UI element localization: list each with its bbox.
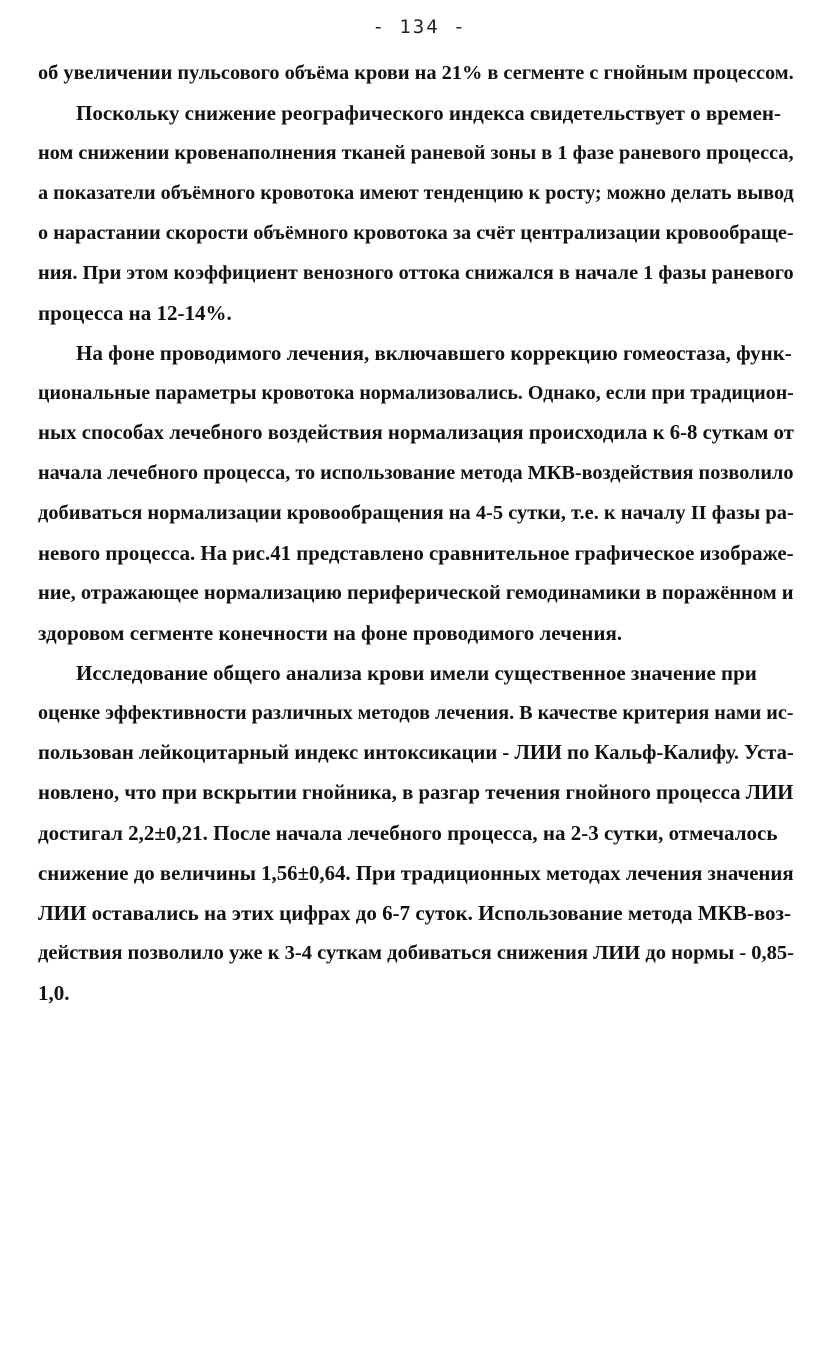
text-line: циональные параметры кровотока нормализовались. Однако, если при традицион- [38,382,794,404]
text-line: ном снижении кровенаполнения тканей раневой зоны в 1 фазе раневого процесса, [38,142,794,164]
text-line: оценке эффективности различных методов лечения. В качестве критерия нами ис- [38,702,794,724]
text-line: пользован лейкоцитарный индекс интоксикации - ЛИИ по Кальф-Калифу. Уста- [38,742,794,764]
text-line: новлено, что при вскрытии гнойника, в разгар течения гнойного процесса ЛИИ [38,781,794,804]
paragraph-first-line: На фоне проводимого лечения, включавшего коррекцию гомеостаза, функ- [76,341,792,365]
text-line: начала лечебного процесса, то использование метода МКВ-воздействия позволило [38,462,794,484]
text-line: добиваться нормализации кровообращения на 4-5 сутки, т.е. к началу II фазы ра- [38,502,794,524]
text-line: ние, отражающее нормализацию периферической гемодинамики в поражённом и [38,582,794,604]
text-line: о нарастании скорости объёмного кровотока за счёт централизации кровообраще- [38,222,794,244]
text-line: процесса на 12-14%. [38,301,232,325]
text-line: здоровом сегменте конечности на фоне проводимого лечения. [38,621,623,645]
text-line: 1,0. [38,981,70,1005]
text-line: об увеличении пульсового объёма крови на 21% в сегменте с гнойным процессом. [38,62,794,84]
text-line: действия позволило уже к 3-4 суткам добиваться снижения ЛИИ до нормы - 0,85- [38,942,795,964]
text-line: ния. При этом коэффициент венозного оттока снижался в начале 1 фазы раневого [38,262,794,284]
text-line: достигал 2,2±0,21. После начала лечебного процесса, на 2-3 сутки, отмечалось [38,821,778,845]
text-line: ных способах лечебного воздействия нормализация происходила к 6-8 суткам от [38,421,794,444]
document-body [38,53,798,1013]
text-line: снижение до величины 1,56±0,64. При традиционных методах лечения значения [38,861,794,885]
paragraph-first-line: Исследование общего анализа крови имели существенное значение при [76,661,757,685]
paragraph-first-line: Поскольку снижение реографического индекса свидетельствует о времен- [76,101,781,125]
text-line: а показатели объёмного кровотока имеют тенденцию к росту; можно делать вывод [38,182,794,204]
page-number: - 134 - [372,16,467,38]
text-line: невого процесса. На рис.41 представлено сравнительное графическое изображе- [38,541,794,565]
text-line: ЛИИ оставались на этих цифрах до 6-7 суток. Использование метода МКВ-воз- [38,901,791,925]
